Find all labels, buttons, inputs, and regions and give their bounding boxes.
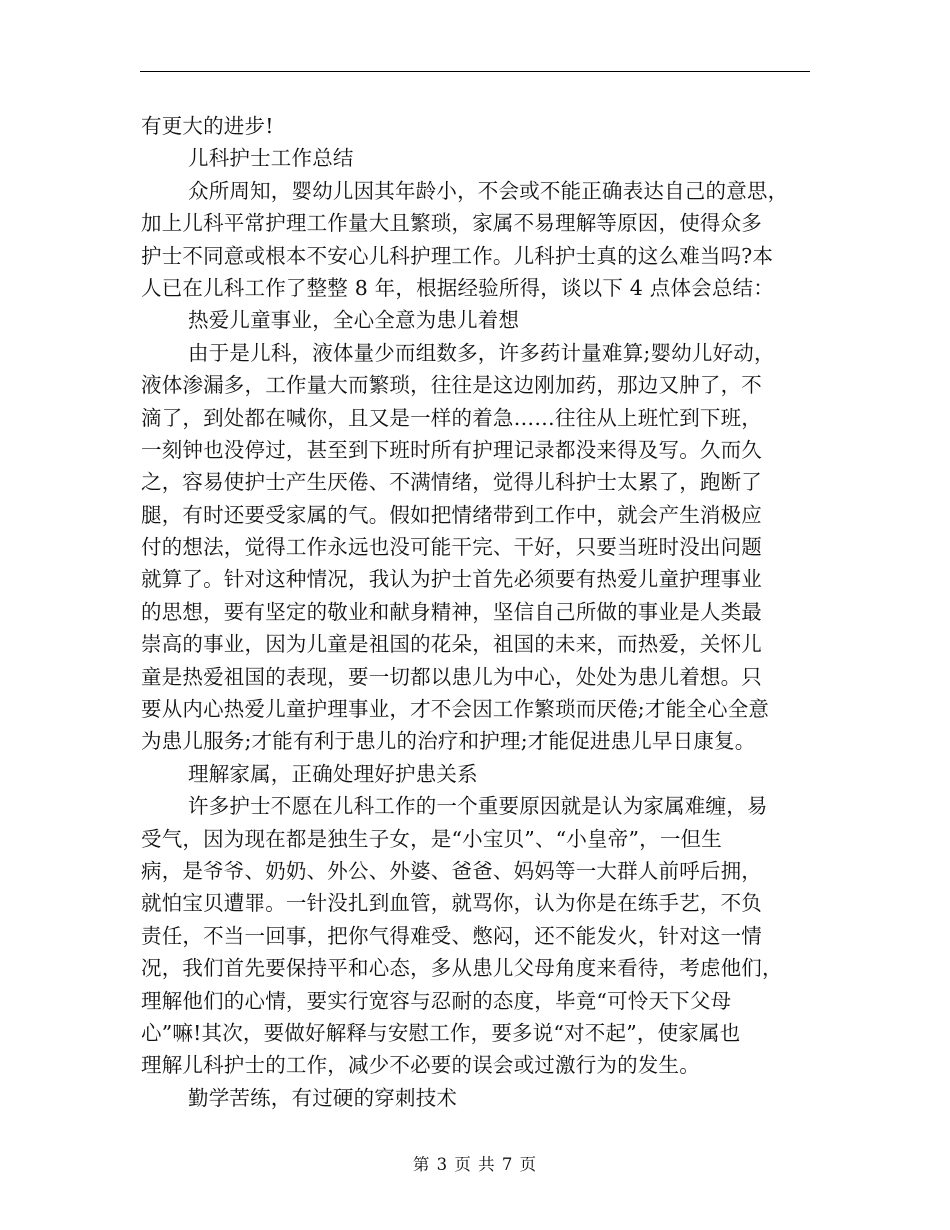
text-line: 为患儿服务;才能有利于患儿的治疗和护理;才能促进患儿早日康复。 [141, 729, 756, 754]
text-line: 心”嘛!其次，要做好解释与安慰工作，要多说“对不起”，使家属也 [141, 1020, 741, 1045]
text-line: 液体渗漏多，工作量大而繁琐，往往是这边刚加药，那边又肿了，不 [141, 373, 762, 398]
text-line: 有更大的进步! [141, 114, 274, 138]
text-line: 勤学苦练，有过硬的穿刺技术 [188, 1085, 458, 1110]
text-line: 就算了。针对这种情况，我认为护士首先必须要有热爱儿童护理事业 [141, 567, 762, 592]
text-line: 病，是爷爷、奶奶、外公、外婆、爸爸、妈妈等一大群人前呼后拥， [141, 858, 762, 883]
text-line: 童是热爱祖国的表现，要一切都以患儿为中心，处处为患儿着想。只 [141, 664, 762, 689]
text-line: 许多护士不愿在儿科工作的一个重要原因就是认为家属难缠，易 [188, 794, 768, 819]
text-line: 之，容易使护士产生厌倦、不满情绪，觉得儿科护士太累了，跑断了 [141, 470, 762, 495]
text-line: 就怕宝贝遭罪。一针没扎到血管，就骂你，认为你是在练手艺，不负 [141, 891, 762, 916]
text-line: 付的想法，觉得工作永远也没可能干完、干好，只要当班时没出问题 [141, 535, 762, 560]
text-line: 的思想，要有坚定的敬业和献身精神，坚信自己所做的事业是人类最 [141, 599, 762, 624]
page-footer: 第 3 页 共 7 页 [412, 1155, 538, 1174]
text-line: 众所周知，婴幼儿因其年龄小，不会或不能正确表达自己的意思， [188, 178, 789, 203]
text-line: 腿，有时还要受家属的气。假如把情绪带到工作中，就会产生消极应 [141, 502, 762, 527]
text-line: 理解儿科护士的工作，减少不必要的误会或过激行为的发生。 [141, 1053, 700, 1078]
text-line: 儿科护士工作总结 [188, 146, 354, 171]
text-line: 责任，不当一回事，把你气得难受、憋闷，还不能发火，针对这一情 [141, 923, 762, 948]
text-line: 滴了，到处都在喊你，且又是一样的着急……往往从上班忙到下班， [141, 405, 762, 430]
text-line: 热爱儿童事业，全心全意为患儿着想 [188, 308, 520, 333]
text-line: 崇高的事业，因为儿童是祖国的花朵，祖国的未来，而热爱，关怀儿 [141, 632, 762, 657]
text-line: 要从内心热爱儿童护理事业，才不会因工作繁琐而厌倦;才能全心全意 [141, 697, 770, 722]
text-line: 受气，因为现在都是独生子女，是“小宝贝”、“小皇帝”，一但生 [141, 826, 722, 851]
text-line: 护士不同意或根本不安心儿科护理工作。儿科护士真的这么难当吗?本 [141, 243, 774, 268]
text-line: 一刻钟也没停过，甚至到下班时所有护理记录都没来得及写。久而久 [141, 437, 762, 462]
text-line: 加上儿科平常护理工作量大且繁琐，家属不易理解等原因，使得众多 [141, 211, 762, 236]
text-line: 由于是儿科，液体量少而组数多，许多药计量难算;婴幼儿好动， [188, 340, 775, 365]
text-line: 人已在儿科工作了整整 8 年，根据经验所得，谈以下 4 点体会总结： [141, 275, 774, 300]
text-line: 理解家属，正确处理好护患关系 [188, 761, 478, 786]
document-body [141, 110, 811, 1114]
text-line: 理解他们的心情，要实行宽容与忍耐的态度，毕竟“可怜天下父母 [141, 988, 732, 1013]
header-rule [140, 71, 810, 72]
text-line: 况，我们首先要保持平和心态，多从患儿父母角度来看待，考虑他们， [141, 956, 783, 981]
